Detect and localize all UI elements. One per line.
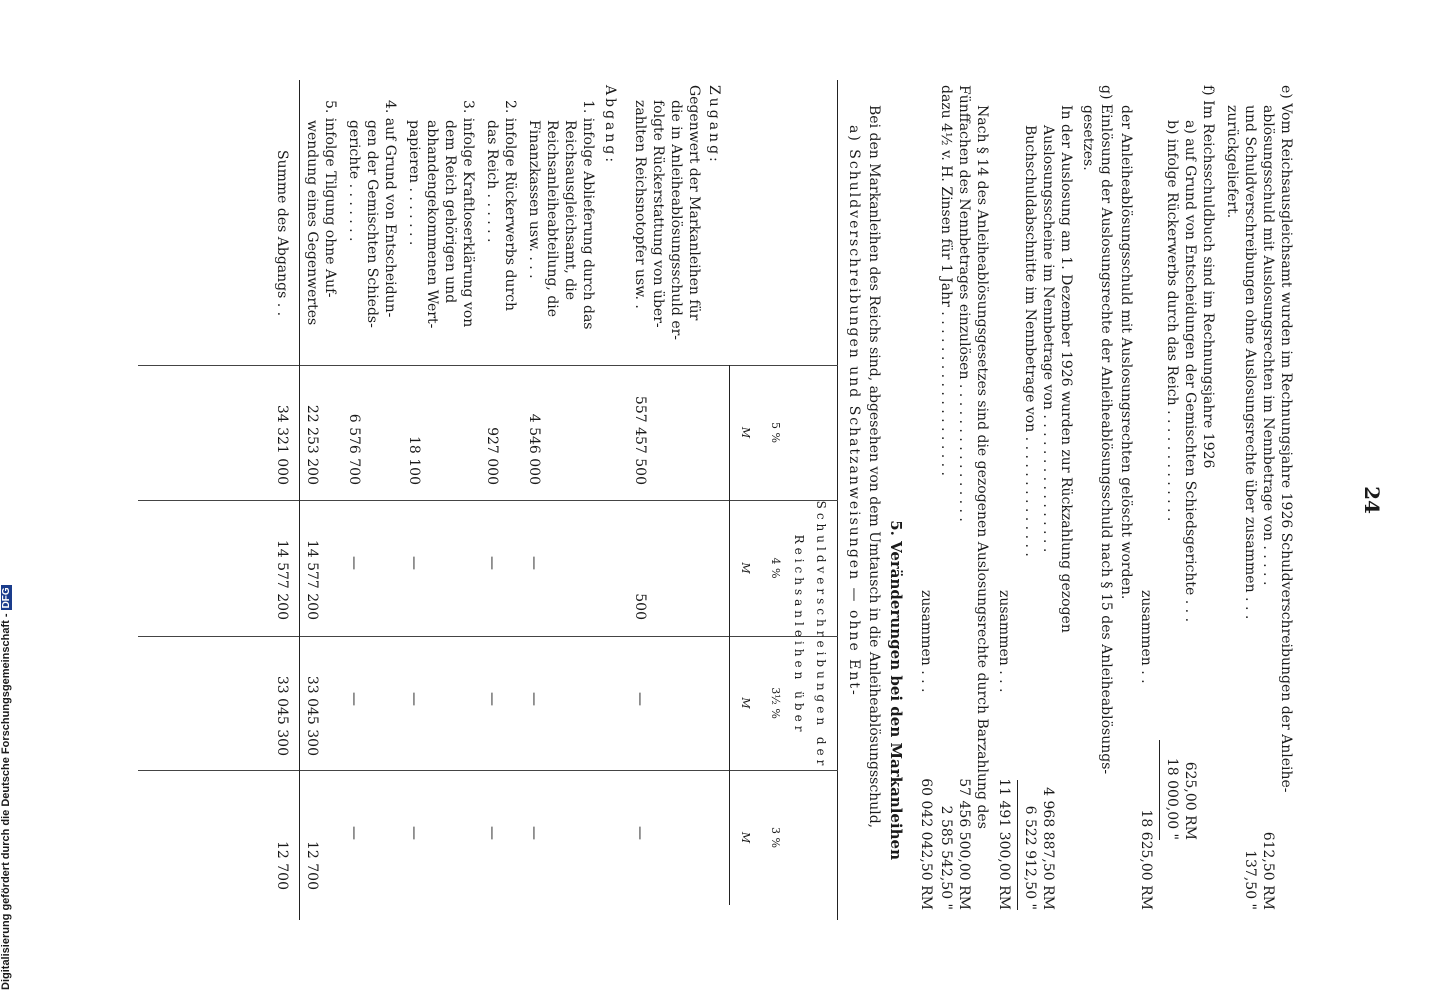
abgang-value: —	[346, 692, 362, 706]
col-head-4: 4 %	[769, 557, 782, 579]
para-14-line: Fünffachen des Nennbetrages einzulösen . . . . . . . . . . . . . . . .	[956, 85, 972, 522]
table-header-sub: Reichsanleihen über	[792, 534, 806, 736]
para-14-line: zusammen . . .	[918, 590, 934, 693]
abgang-row-label: 1. infolge Ablieferung durch das	[580, 100, 596, 330]
auslosung-line: Auslosungsscheine im Nennbetrage von . . . . . . . . . . . . . . . .	[1040, 125, 1056, 553]
abgang-value: —	[526, 826, 542, 840]
header-rule	[729, 365, 730, 905]
sum-value: 34 321 000	[274, 404, 290, 485]
abgang-row-label: das Reich . . . . . .	[484, 120, 500, 243]
para-f-amount: 18 000,00 "	[1164, 757, 1180, 840]
abgang-value: —	[526, 692, 542, 706]
abgang-value: 22 253 200	[304, 404, 320, 485]
zugang-value: —	[632, 826, 648, 840]
zugang-label: Gegenwert der Markanleihen für	[686, 85, 702, 321]
auslosung-amount: 11 491 300,00 RM	[996, 778, 1012, 910]
para-g-line: gesetzes.	[1080, 105, 1096, 171]
abgang-value: —	[484, 826, 500, 840]
auslosung-line: zusammen . . .	[996, 590, 1012, 693]
zugang-heading: Zugang:	[706, 85, 722, 165]
abgang-value: 6 576 700	[346, 413, 362, 485]
abgang-value: —	[346, 826, 362, 840]
abgang-heading: Abgang:	[602, 85, 618, 166]
footer-text: Digitalisierung gefördert durch die Deutsche Forschungsgemeinschaft -	[0, 613, 12, 990]
abgang-value: —	[406, 556, 422, 570]
section-5-sub: a) Schuldverschreibungen und Schatzanweisungen — ohne Ent-	[846, 125, 862, 697]
auslosung-line: In der Auslosung am 1. Dezember 1926 wurden zur Rückzahlung gezogen	[1058, 105, 1074, 633]
dfg-logo: DFG	[1, 587, 12, 609]
para-e-amount: 137,50 "	[1242, 850, 1258, 910]
abgang-value: —	[484, 692, 500, 706]
para-f-line: a) auf Grund von Entscheidungen der Gemischten Schiedsgerichte . . .	[1182, 120, 1198, 623]
table-header-group: Schuldverschreibungen der	[814, 500, 828, 770]
abgang-value: —	[484, 556, 500, 570]
para-14-amount: 2 585 542,50 "	[938, 805, 954, 910]
para-e-line: e) Vom Reichsausgleichsamt wurden im Rechnungsjahre 1926 Schuldverschreibungen der Anleihe-	[1278, 85, 1294, 793]
para-f-amount: 18 625,00 RM	[1138, 809, 1154, 910]
auslosung-amount: 4 968 887,50 RM	[1040, 787, 1056, 910]
para-f-line: der Anleiheablösungsschuld mit Auslosungsrechten gelöscht worden.	[1118, 105, 1134, 600]
abgang-row-label: Finanzkassen usw. . . .	[526, 120, 542, 279]
abgang-value: —	[406, 692, 422, 706]
col-head-3-5: 3½ %	[769, 687, 782, 719]
col-unit: M	[739, 426, 752, 439]
zugang-label: zahlten Reichsnotopfer usw. .	[632, 100, 648, 309]
abgang-row-label: gen der Gemischten Schieds-	[364, 120, 380, 328]
abgang-row-label: dem Reich gehörigen und	[442, 120, 458, 304]
auslosung-amount: 6 522 912,50 "	[1022, 805, 1038, 910]
abgang-value: —	[526, 556, 542, 570]
para-e-line: und Schuldverschreibungen ohne Auslosungsrechte über zusammen . . .	[1242, 105, 1258, 620]
col-head-5: 5 %	[769, 422, 782, 443]
sum-value: 12 700	[274, 841, 290, 890]
abgang-value: 12 700	[304, 841, 320, 890]
abgang-value: 33 045 300	[304, 675, 320, 756]
zugang-label: die in Anleiheablösungsschuld er-	[668, 100, 684, 341]
rule	[1159, 740, 1160, 840]
para-14-amount: 57 456 500,00 RM	[956, 778, 972, 910]
zugang-label: folgte Rückerstattung von über-	[650, 100, 666, 328]
section-5-title: 5. Veränderungen bei den Markanleihen	[887, 520, 905, 860]
abgang-value: —	[406, 826, 422, 840]
para-f-line: zusammen . .	[1138, 590, 1154, 684]
abgang-value: 4 546 000	[526, 413, 542, 485]
abgang-row-label: papieren . . . . . . .	[406, 120, 422, 246]
zugang-value: 500	[632, 593, 648, 620]
para-g-line: g) Einlösung der Auslosungsrechte der Anleiheablösungsschuld nach § 15 des Anleiheablösungs-	[1098, 85, 1114, 775]
para-e-amount: 612,50 RM	[1260, 831, 1276, 910]
para-f-amount: 625,00 RM	[1182, 761, 1198, 840]
abgang-row-label: Reichsanleiheabteilung, die	[544, 120, 560, 318]
zugang-value: —	[632, 692, 648, 706]
abgang-value: 14 577 200	[304, 539, 320, 620]
abgang-row-label: wendung eines Gegenwertes	[304, 120, 320, 326]
col-unit: M	[739, 831, 752, 844]
abgang-row-label: abhandengekommenen Wert-	[424, 120, 440, 329]
para-14-line: dazu 4½ v. H. Zinsen für 1 Jahr . . . . . . . . . . . . . . . . . . .	[938, 85, 954, 476]
page-number: 24	[1360, 486, 1384, 514]
sum-rule	[299, 80, 300, 920]
abgang-value: —	[346, 556, 362, 570]
abgang-value: 927 000	[484, 427, 500, 485]
abgang-row-label: 4. auf Grund von Entscheidun-	[382, 100, 398, 318]
para-14-amount: 60 042 042,50 RM	[918, 778, 934, 910]
abgang-row-label: gerichte . . . . . . .	[346, 120, 362, 242]
para-e-line: ablösungsschuld mit Auslosungsrechten im Nennbetrage von . . . . .	[1260, 105, 1276, 586]
abgang-row-label: 5. infolge Tilgung ohne Auf-	[322, 100, 338, 298]
section-5-intro: Bei den Markanleihen des Reichs sind, abgesehen von dem Umtausch in die Anleiheablösungsschuld,	[866, 105, 882, 829]
abgang-row-label: 2. infolge Rückerwerbs durch	[502, 100, 518, 312]
sum-value: 33 045 300	[274, 675, 290, 756]
col-unit: M	[739, 697, 752, 709]
rule	[1017, 780, 1018, 910]
dfg-footer	[0, 530, 12, 990]
abgang-row-label: Reichsausgleichsamt, die	[562, 120, 578, 301]
abgang-row-label: 3. infolge Kraftloserklärung von	[460, 100, 476, 328]
para-e-line: zurückgeliefert.	[1224, 105, 1240, 219]
zugang-value: 557 457 500	[632, 395, 648, 485]
para-f-line: b) infolge Rückerwerbs durch das Reich . . . . . . . . . . . . .	[1164, 120, 1180, 522]
sum-label: Summe des Abgangs . .	[274, 150, 290, 317]
sum-value: 14 577 200	[274, 539, 290, 620]
para-f-line: f) Im Reichsschuldbuch sind im Rechnungsjahre 1926	[1200, 85, 1216, 469]
col-head-3: 3 %	[769, 827, 782, 848]
para-14-line: Nach § 14 des Anleiheablösungsgesetzes sind die gezogenen Auslosungsrechte durch Barzahlung des	[974, 105, 990, 829]
col-unit: M	[739, 562, 752, 574]
abgang-value: 18 100	[406, 436, 422, 485]
auslosung-line: Buchschuldabschnitte im Nennbetrage von . . . . . . . . . . . . . .	[1022, 125, 1038, 557]
